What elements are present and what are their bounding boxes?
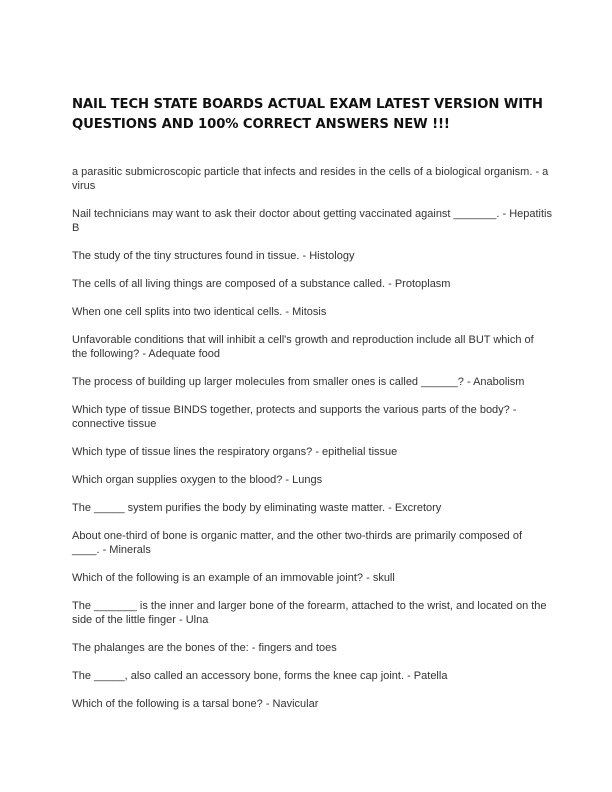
qa-item: The cells of all living things are composed of a substance called. - Protoplasm bbox=[72, 278, 451, 290]
qa-list bbox=[72, 165, 552, 711]
qa-item: The _____ system purifies the body by eliminating waste matter. - Excretory bbox=[72, 502, 442, 514]
qa-item: Which type of tissue lines the respiratory organs? - epithelial tissue bbox=[72, 446, 398, 458]
document-title: NAIL TECH STATE BOARDS ACTUAL EXAM LATEST VERSION WITH QUESTIONS AND 100% CORRECT ANSWERS NEW !!! bbox=[72, 97, 543, 132]
qa-item: The _____, also called an accessory bone, forms the knee cap joint. - Patella bbox=[72, 670, 448, 682]
qa-item: Which of the following is a tarsal bone? - Navicular bbox=[72, 698, 319, 710]
qa-item: Unfavorable conditions that will inhibit a cell's growth and reproduction include all BUT which of the following? - Adequate food bbox=[72, 334, 534, 360]
qa-item: The _______ is the inner and larger bone of the forearm, attached to the wrist, and located on the side of the little finger - Ulna bbox=[72, 600, 547, 626]
qa-item: The process of building up larger molecules from smaller ones is called ______? - Anabolism bbox=[72, 376, 525, 388]
qa-item: Which organ supplies oxygen to the blood? - Lungs bbox=[72, 474, 323, 486]
qa-item: The study of the tiny structures found in tissue. - Histology bbox=[72, 250, 355, 262]
qa-item: Nail technicians may want to ask their doctor about getting vaccinated against _______. - Hepatitis B bbox=[72, 208, 552, 234]
qa-item: About one-third of bone is organic matter, and the other two-thirds are primarily composed of ____. - Minerals bbox=[72, 530, 523, 556]
qa-item: a parasitic submicroscopic particle that infects and resides in the cells of a biological organism. - a virus bbox=[72, 166, 549, 192]
qa-item: The phalanges are the bones of the: - fingers and toes bbox=[72, 642, 337, 654]
qa-item: When one cell splits into two identical cells. - Mitosis bbox=[72, 306, 327, 318]
qa-item: Which type of tissue BINDS together, protects and supports the various parts of the body? - connective tissue bbox=[72, 404, 517, 430]
qa-item: Which of the following is an example of an immovable joint? - skull bbox=[72, 572, 395, 584]
